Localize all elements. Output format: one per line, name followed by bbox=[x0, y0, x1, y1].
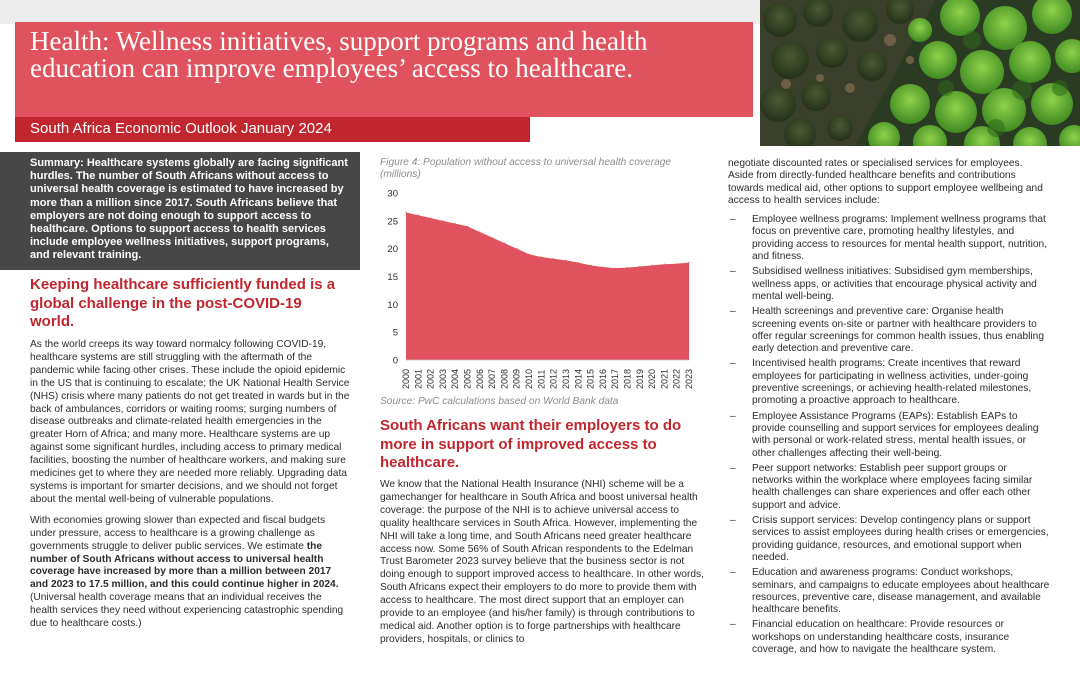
x-tick-label: 2011 bbox=[536, 369, 547, 389]
data-point bbox=[442, 220, 443, 221]
x-tick-label: 2018 bbox=[622, 368, 633, 389]
summary-box bbox=[0, 152, 360, 270]
x-tick-label: 2005 bbox=[462, 368, 473, 389]
right-intro: negotiate discounted rates or specialised services for employees. Aside from directly-funded healthcare benefits and contributions towards medical aid, other options to support employee wellbeing and access to health services include: bbox=[728, 158, 1043, 206]
x-tick-label: 2009 bbox=[511, 368, 522, 389]
list-item bbox=[728, 411, 1050, 460]
data-point bbox=[651, 265, 652, 266]
data-point bbox=[565, 260, 566, 261]
list-item-text: Employee Assistance Programs (EAPs): Establish EAPs to provide counselling and support services for employees dealing with personal or work-related stress, mental health issues, or other challenges affecting their well-being. bbox=[752, 410, 1039, 459]
bullet-dash: – bbox=[730, 410, 736, 422]
x-tick-label: 2017 bbox=[610, 368, 621, 389]
data-point bbox=[590, 265, 591, 266]
list-item bbox=[728, 567, 1050, 616]
x-tick-label: 2003 bbox=[437, 368, 448, 389]
bullet-dash: – bbox=[730, 619, 736, 631]
x-tick-label: 2004 bbox=[450, 368, 461, 389]
y-tick-label: 30 bbox=[387, 188, 398, 200]
page-title: Health: Wellness initiatives, support programs and health education can improve employees’ access to healthcare. bbox=[30, 26, 648, 83]
left-paragraph-2 bbox=[30, 515, 352, 631]
x-tick-label: 2014 bbox=[573, 368, 584, 389]
x-tick-label: 2021 bbox=[659, 368, 670, 389]
list-item bbox=[728, 515, 1050, 564]
bullet-dash: – bbox=[730, 214, 736, 226]
list-item-text: Crisis support services: Develop contingency plans or support services to assist employees during health crises or emergencies, providing guidance, resources, and emotional support when needed. bbox=[752, 515, 1049, 563]
list-item bbox=[728, 358, 1050, 407]
left-paragraph-2-highlight: the number of South Africans without access to universal health coverage have increased by more than a million between 2017 and 2023 to 17.5 million, and this could continue higher in 2024. bbox=[30, 540, 339, 591]
data-point bbox=[602, 266, 603, 267]
list-item bbox=[728, 266, 1050, 303]
support-options-list bbox=[728, 214, 1050, 656]
data-point bbox=[467, 226, 468, 227]
data-point bbox=[688, 262, 689, 263]
y-tick-label: 25 bbox=[387, 216, 398, 228]
bullet-dash: – bbox=[730, 306, 736, 318]
forest-photo-graphic bbox=[760, 0, 1080, 146]
data-point bbox=[664, 264, 665, 265]
list-item-text: Education and awareness programs: Conduct workshops, seminars, and campaigns to educate employees about healthcare resources, preventive care, disease management, and available healthcare benefits. bbox=[752, 567, 1050, 616]
data-point bbox=[405, 212, 406, 213]
data-point bbox=[639, 266, 640, 267]
data-point bbox=[504, 243, 505, 244]
data-point bbox=[528, 254, 529, 255]
y-tick-label: 0 bbox=[392, 355, 398, 367]
x-tick-label: 2016 bbox=[597, 368, 608, 389]
data-point bbox=[430, 217, 431, 218]
bullet-dash: – bbox=[730, 515, 736, 527]
summary-text: Summary: Healthcare systems globally are facing significant hurdles. The number of South Africans without access to universal health coverage is estimated to have increased by more than a million since 2017. South Africans believe that employers are not doing enough to support access to healthcare. Options to support access to health services include employee wellness initiatives, support programs, and relevant training. bbox=[30, 157, 348, 262]
bullet-dash: – bbox=[730, 266, 736, 278]
bullet-dash: – bbox=[730, 358, 736, 370]
x-tick-label: 2010 bbox=[524, 368, 535, 389]
subtitle-bar bbox=[15, 117, 530, 142]
data-point bbox=[516, 248, 517, 249]
left-paragraph-2-start: With economies growing slower than expected and fiscal budgets under pressure, access to healthcare is a growing challenge as governments struggle to deliver public services. We estimate bbox=[30, 514, 326, 552]
right-column bbox=[728, 158, 1050, 659]
x-tick-label: 2006 bbox=[474, 368, 485, 389]
left-paragraph-2-end: (Universal health coverage means that an individual receives the health services they need without experiencing catastrophic spending due to healthcare costs.) bbox=[30, 592, 344, 630]
data-point bbox=[676, 263, 677, 264]
figure-caption: Figure 4: Population without access to universal health coverage (millions) bbox=[380, 157, 672, 180]
list-item bbox=[728, 463, 1050, 512]
bullet-dash: – bbox=[730, 567, 736, 579]
x-tick-label: 2007 bbox=[487, 368, 498, 389]
middle-section-body bbox=[380, 479, 708, 655]
population-area-series bbox=[406, 212, 689, 360]
data-point bbox=[615, 268, 616, 269]
left-paragraph-1: As the world creeps its way toward normalcy following COVID-19, healthcare systems are still struggling with the aftermath of the pandemic while facing other crises. These include the opioid epidemic in the US that is continuing to escalate; the UK National Health Service (NHS) crisis where many patients do not get treated in wards but in the back of ambulances, corridors or waiting rooms; surging numbers of disease outbreaks and climate-related health emergencies in the greater Horn of Africa; and many more. Healthcare systems are up against some significant hurdles, including access to primary medical facilities, boosting the number of healthcare workers, and making sure medicines get to where they are needed more reliably. Upgrading data systems is important for smarter decisions, and we should not forget about the mental well-being of vulnerable populations. bbox=[30, 339, 350, 505]
figure-source: Source: PwC calculations based on World Bank data bbox=[380, 396, 619, 407]
left-section-heading: Keeping healthcare sufficiently funded is a global challenge in the post-COVID-19 world. bbox=[30, 276, 336, 330]
data-point bbox=[578, 262, 579, 263]
report-subtitle: South Africa Economic Outlook January 2024 bbox=[30, 120, 332, 137]
x-tick-label: 2012 bbox=[548, 368, 559, 389]
bullet-dash: – bbox=[730, 462, 736, 474]
left-section-body bbox=[30, 339, 352, 639]
x-tick-label: 2023 bbox=[684, 368, 694, 389]
header-band bbox=[0, 0, 760, 24]
data-point bbox=[553, 258, 554, 259]
x-tick-label: 2008 bbox=[499, 368, 510, 389]
y-tick-label: 10 bbox=[387, 299, 398, 311]
list-item-text: Subsidised wellness initiatives: Subsidised gym memberships, wellness apps, or activities that encourage physical activity and mental well-being. bbox=[752, 266, 1037, 302]
x-tick-label: 2013 bbox=[560, 368, 571, 389]
list-item-text: Peer support networks: Establish peer support groups or networks within the workplace where employees facing similar health challenges can share experiences and offer each other support and advice. bbox=[752, 462, 1033, 511]
middle-section-heading: South Africans want their employers to do more in support of improved access to healthcare. bbox=[380, 417, 682, 471]
list-item bbox=[728, 214, 1050, 263]
list-item-text: Health screenings and preventive care: Organise health screening events on-site or partner with healthcare providers to offer regular screenings for common health issues, thus enabling early detection and preventive care. bbox=[752, 306, 1045, 355]
data-point bbox=[541, 256, 542, 257]
y-tick-label: 20 bbox=[387, 244, 398, 256]
list-item-text: Employee wellness programs: Implement wellness programs that focus on preventive care, promoting healthy lifestyles, and providing access to resources for mental health support, nutrition, and fitness. bbox=[752, 214, 1048, 263]
data-point bbox=[627, 267, 628, 268]
list-item bbox=[728, 619, 1050, 656]
x-tick-label: 2015 bbox=[585, 368, 596, 389]
x-tick-label: 2000 bbox=[401, 368, 411, 389]
list-item-text: Financial education on healthcare: Provide resources or workshops on understanding healthcare costs, insurance coverage, and how to navigate the healthcare system. bbox=[752, 619, 1010, 655]
list-item-text: Incentivised health programs: Create incentives that reward employees for participating in wellness activities, under-going preventive screenings, or achieving health-related milestones, promoting a proactive approach to healthcare. bbox=[752, 358, 1032, 407]
x-tick-label: 2001 bbox=[413, 368, 424, 389]
data-point bbox=[418, 215, 419, 216]
title-box bbox=[15, 22, 753, 117]
x-tick-label: 2002 bbox=[425, 368, 436, 389]
population-area-chart bbox=[370, 182, 715, 392]
data-point bbox=[455, 223, 456, 224]
list-item bbox=[728, 306, 1050, 355]
x-tick-label: 2019 bbox=[634, 368, 645, 389]
x-tick-label: 2020 bbox=[647, 368, 658, 389]
middle-paragraph: We know that the National Health Insurance (NHI) scheme will be a gamechanger for healthcare in South Africa and boost universal health coverage: the purpose of the NHI is to achieve universal access to quality healthcare services in South Africa. However, implementing the NHI will take a long time, and South Africans need greater healthcare access now. Some 56% of South African respondents to the Edelman Trust Barometer 2023 survey believe that the business sector is not doing enough to support improved access to healthcare. In other words, South Africans expect their employers to do more to provide them with access to healthcare. The most direct support that an employer can provide to an employee (and his/her family) is through contributions to medical aid. Another option is to forge partnerships with healthcare providers, hospitals, or clinics to bbox=[380, 479, 704, 645]
y-tick-label: 15 bbox=[387, 272, 398, 283]
data-point bbox=[479, 231, 480, 232]
x-tick-label: 2022 bbox=[671, 368, 682, 389]
forest-aerial-photo bbox=[760, 0, 1080, 146]
y-tick-label: 5 bbox=[392, 327, 398, 339]
data-point bbox=[492, 237, 493, 238]
